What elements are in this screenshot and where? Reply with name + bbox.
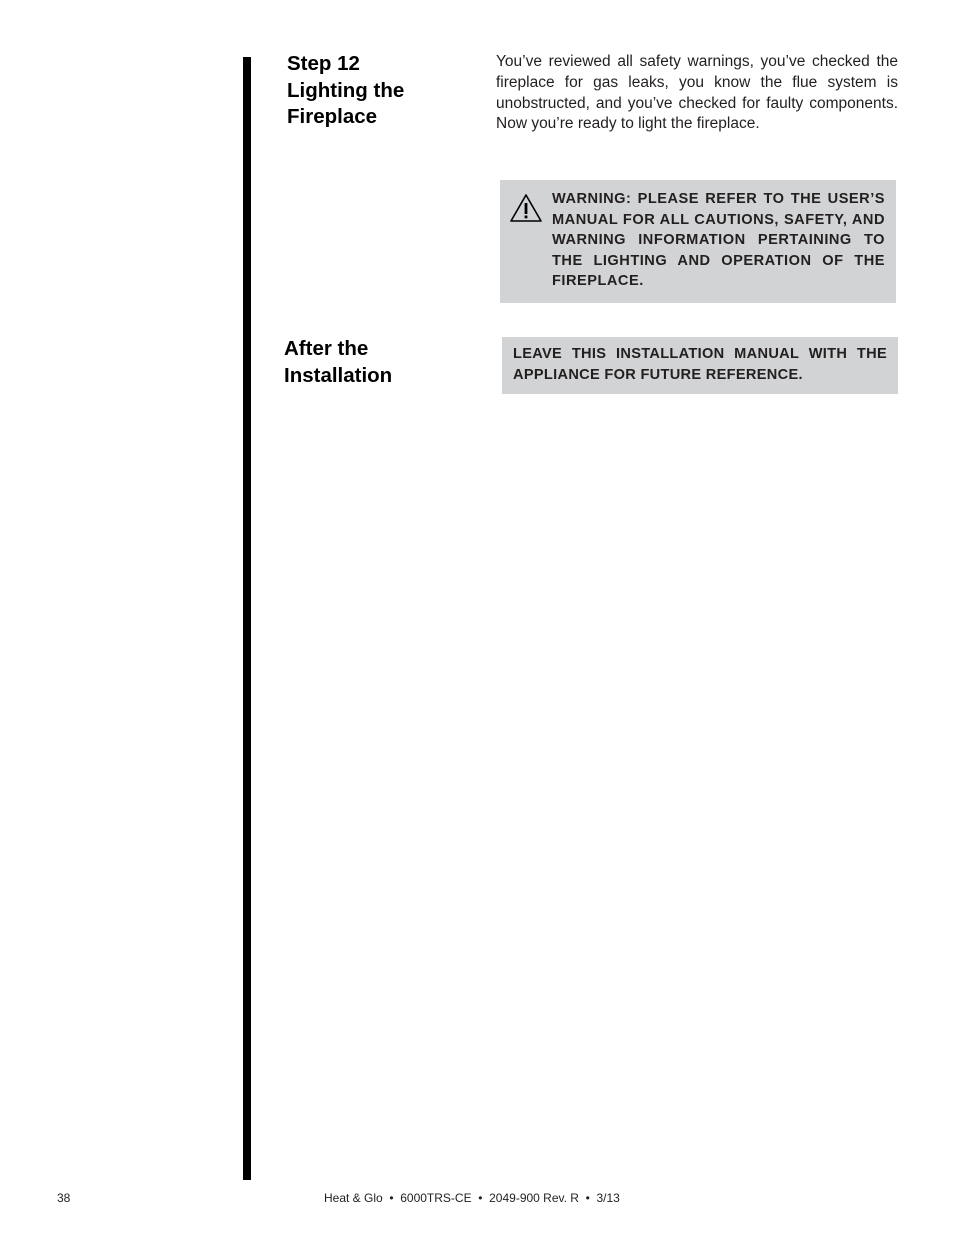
lighting-intro-paragraph: You’ve reviewed all safety warnings, you’ve checked the fireplace for gas leaks, you know the flue system is unobstructed, and you’ve checked for faulty components. Now you’re ready to light the fireplace. [496, 53, 898, 133]
after-installation-heading [284, 336, 392, 389]
page-number: 38 [57, 1191, 71, 1205]
retain-manual-note-box [502, 337, 898, 394]
warning-box [500, 180, 896, 303]
step-12-heading-line: Fireplace [287, 105, 378, 128]
step-12-heading-line: Step 12 [287, 52, 360, 75]
footer-document-info: Heat & Glo • 6000TRS-CE • 2049-900 Rev. R • 3/13 [324, 1191, 620, 1205]
step-12-heading [287, 51, 404, 131]
warning-triangle-icon [509, 193, 543, 223]
retain-manual-note: LEAVE THIS INSTALLATION MANUAL WITH THE APPLIANCE FOR FUTURE REFERENCE. [513, 346, 887, 383]
warning-text: WARNING: PLEASE REFER TO THE USER’S MANUAL FOR ALL CAUTIONS, SAFETY, AND WARNING INFORMATION PERTAINING TO THE LIGHTING AND OPERATION OF THE FIREPLACE. [552, 191, 885, 290]
after-installation-heading-line: After the [284, 337, 369, 360]
step-12-heading-line: Lighting the [287, 78, 405, 102]
after-installation-heading-line: Installation [284, 363, 393, 387]
sidebar-rule [243, 57, 251, 1180]
